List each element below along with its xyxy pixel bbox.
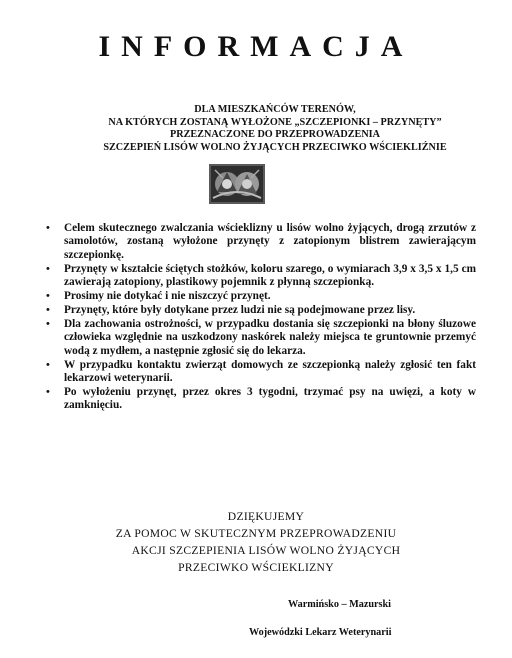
list-item-text: Dla zachowania ostrożności, w przypadku dostania się szczepionki na błony śluzowe człowieka względnie na uszkodzony naskórek należy miejsca te gruntownie przemyć wodą z mydłem, a następnie zgłosić się do lekarza. — [64, 317, 476, 357]
signature-line: Warmińsko – Mazurski — [288, 599, 392, 610]
list-item-text: Celem skutecznego zwalczania wścieklizny u lisów wolno żyjących, drogą zrzutów z samolotów, zostaną wyłożone przynęty z zatopionym blistrem zawierającym szczepionkę. — [64, 222, 476, 261]
subtitle-line: DLA MIESZKAŃCÓW TERENÓW, — [194, 104, 356, 115]
subtitle-line: SZCZEPIEŃ LISÓW WOLNO ŻYJĄCYCH PRZECIWKO WŚCIEKLIŹNIE — [103, 141, 447, 153]
list-item — [46, 222, 476, 262]
bullet-icon: • — [46, 262, 50, 275]
signature-line: Wojewódzki Lekarz Weterynarii — [249, 627, 392, 638]
list-item — [46, 318, 476, 358]
list-item-text: W przypadku kontaktu zwierząt domowych ze szczepionką należy zgłosić ten fakt lekarzowi weterynarii. — [64, 358, 476, 384]
fox-emblem-graphic — [209, 164, 265, 204]
subtitle-line: NA KTÓRYCH ZOSTANĄ WYŁOŻONE „SZCZEPIONKI – PRZYNĘTY” — [108, 116, 442, 128]
bullet-icon: • — [46, 303, 50, 316]
information-list — [46, 222, 476, 413]
thanks-line: ZA POMOC W SKUTECZNYM PRZEPROWADZENIU — [115, 527, 397, 540]
list-item-text: Przynęty, które były dotykane przez ludzi nie są podejmowane przez lisy. — [64, 303, 416, 316]
bullet-icon: • — [46, 317, 50, 330]
thanks-line: DZIĘKUJEMY — [227, 510, 305, 523]
list-item — [46, 359, 476, 386]
thanks-line: AKCJI SZCZEPIENIA LISÓW WOLNO ŻYJĄCYCH — [131, 544, 401, 557]
list-item-text: Prosimy nie dotykać i nie niszczyć przynęt. — [64, 290, 271, 303]
fox-emblem-icon — [209, 164, 265, 204]
page-title: INFORMACJA — [98, 30, 414, 63]
bullet-icon: • — [46, 358, 50, 371]
subtitle-line: PRZEZNACZONE DO PRZEPROWADZENIA — [170, 129, 380, 140]
list-item — [46, 290, 476, 303]
thanks-line: PRZECIWKO WŚCIEKLIZNY — [178, 561, 334, 574]
subtitle — [40, 104, 510, 154]
thanks-block — [0, 508, 512, 576]
list-item — [46, 386, 476, 413]
bullet-icon: • — [46, 222, 50, 234]
bullet-icon: • — [46, 385, 50, 398]
list-item — [46, 263, 476, 290]
list-item-text: Po wyłożeniu przynęt, przez okres 3 tygodni, trzymać psy na uwięzi, a koty w zamknięciu. — [64, 385, 476, 412]
list-item — [46, 304, 476, 317]
bullet-icon: • — [46, 290, 50, 303]
list-item-text: Przynęty w kształcie ściętych stożków, koloru szarego, o wymiarach 3,9 x 3,5 x 1,5 cm zawierają zatopiony, plastikowy pojemnik z płynną szczepionką. — [64, 262, 476, 289]
